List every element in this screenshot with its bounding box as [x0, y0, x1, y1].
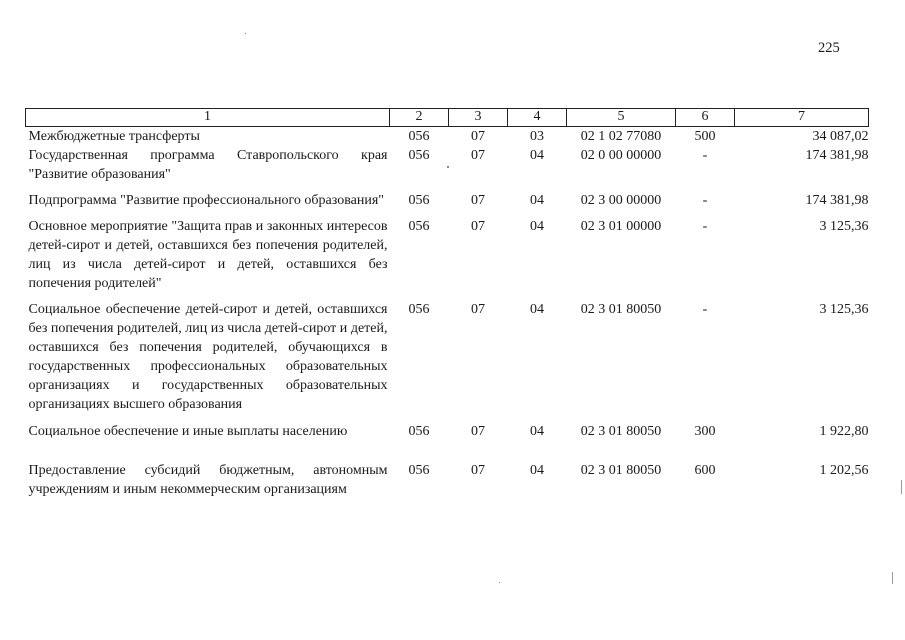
cell-col5: 02 3 01 80050	[580, 463, 662, 478]
row-name: Основное мероприятие "Защита прав и законных интересов детей-сирот и детей, оставшихся без попечения родителей, лиц из числа детей-сирот и детей, оставшихся без попечения родителей"	[28, 219, 388, 291]
cell-col3: 07	[471, 463, 485, 478]
cell-col6: 500	[694, 129, 716, 144]
cell-col6: 600	[694, 463, 716, 478]
scan-speck	[447, 166, 449, 168]
cell-col7: 174 381,98	[805, 148, 869, 163]
table-row	[26, 146, 869, 191]
cell-col7: 174 381,98	[805, 193, 869, 208]
cell-col5: 02 1 02 77080	[580, 129, 662, 144]
header-row	[26, 109, 869, 127]
row-name: Предоставление субсидий бюджетным, автономным учреждениям и иным некоммерческим организациям	[28, 463, 388, 497]
cell-col6: 300	[694, 424, 716, 439]
table-row	[26, 422, 869, 461]
cell-col6: -	[702, 148, 708, 163]
cell-col7: 1 202,56	[819, 463, 869, 478]
table-row	[26, 217, 869, 300]
row-name: Подпрограмма "Развитие профессионального образования"	[28, 193, 384, 208]
cell-col4: 03	[530, 129, 544, 144]
header-cell: 5	[567, 109, 676, 127]
scan-speck	[245, 33, 246, 34]
cell-col7: 1 922,80	[819, 424, 869, 439]
cell-col4: 04	[530, 219, 544, 234]
cell-col7: 3 125,36	[819, 302, 869, 317]
cell-col6: -	[702, 219, 708, 234]
cell-col5: 02 3 01 80050	[580, 302, 662, 317]
cell-col3: 07	[471, 129, 485, 144]
cell-col4: 04	[530, 302, 544, 317]
cell-col5: 02 3 01 00000	[580, 219, 662, 234]
scan-mark	[901, 480, 902, 494]
cell-col7: 3 125,36	[819, 219, 869, 234]
cell-col7: 34 087,02	[812, 129, 869, 144]
table-row	[26, 127, 869, 147]
cell-col6: -	[702, 193, 708, 208]
row-name: Межбюджетные трансферты	[28, 129, 200, 144]
row-name: Социальное обеспечение и иные выплаты населению	[28, 424, 348, 439]
cell-col4: 04	[530, 148, 544, 163]
cell-col3: 07	[471, 193, 485, 208]
cell-col2: 056	[408, 129, 430, 144]
cell-col2: 056	[408, 302, 430, 317]
scan-mark	[892, 572, 893, 584]
cell-col2: 056	[408, 148, 430, 163]
cell-col4: 04	[530, 424, 544, 439]
table-header	[26, 109, 869, 127]
cell-col4: 04	[530, 463, 544, 478]
header-cell: 7	[735, 109, 869, 127]
header-cell: 6	[676, 109, 735, 127]
cell-col5: 02 0 00 00000	[580, 148, 662, 163]
table-row	[26, 461, 869, 499]
page-number: 225	[818, 40, 840, 56]
cell-col2: 056	[408, 463, 430, 478]
row-name: Социальное обеспечение детей-сирот и детей, оставшихся без попечения родителей, лиц из числа детей-сирот и детей, оставшихся без попечения родителей, обучающихся в государственных профессиональных образовательных организациях и государственных образовательных организациях высшего образования	[28, 302, 388, 412]
header-cell: 1	[26, 109, 390, 127]
cell-col5: 02 3 01 80050	[580, 424, 662, 439]
table-row	[26, 191, 869, 217]
cell-col4: 04	[530, 193, 544, 208]
cell-col6: -	[702, 302, 708, 317]
header-cell: 2	[390, 109, 449, 127]
cell-col3: 07	[471, 148, 485, 163]
row-name: Государственная программа Ставропольского края "Развитие образования"	[28, 148, 388, 182]
cell-col3: 07	[471, 424, 485, 439]
header-cell: 3	[449, 109, 508, 127]
cell-col3: 07	[471, 302, 485, 317]
header-cell: 4	[508, 109, 567, 127]
cell-col2: 056	[408, 424, 430, 439]
scan-speck	[499, 582, 500, 583]
cell-col5: 02 3 00 00000	[580, 193, 662, 208]
table-row	[26, 300, 869, 422]
cell-col2: 056	[408, 219, 430, 234]
cell-col2: 056	[408, 193, 430, 208]
cell-col3: 07	[471, 219, 485, 234]
